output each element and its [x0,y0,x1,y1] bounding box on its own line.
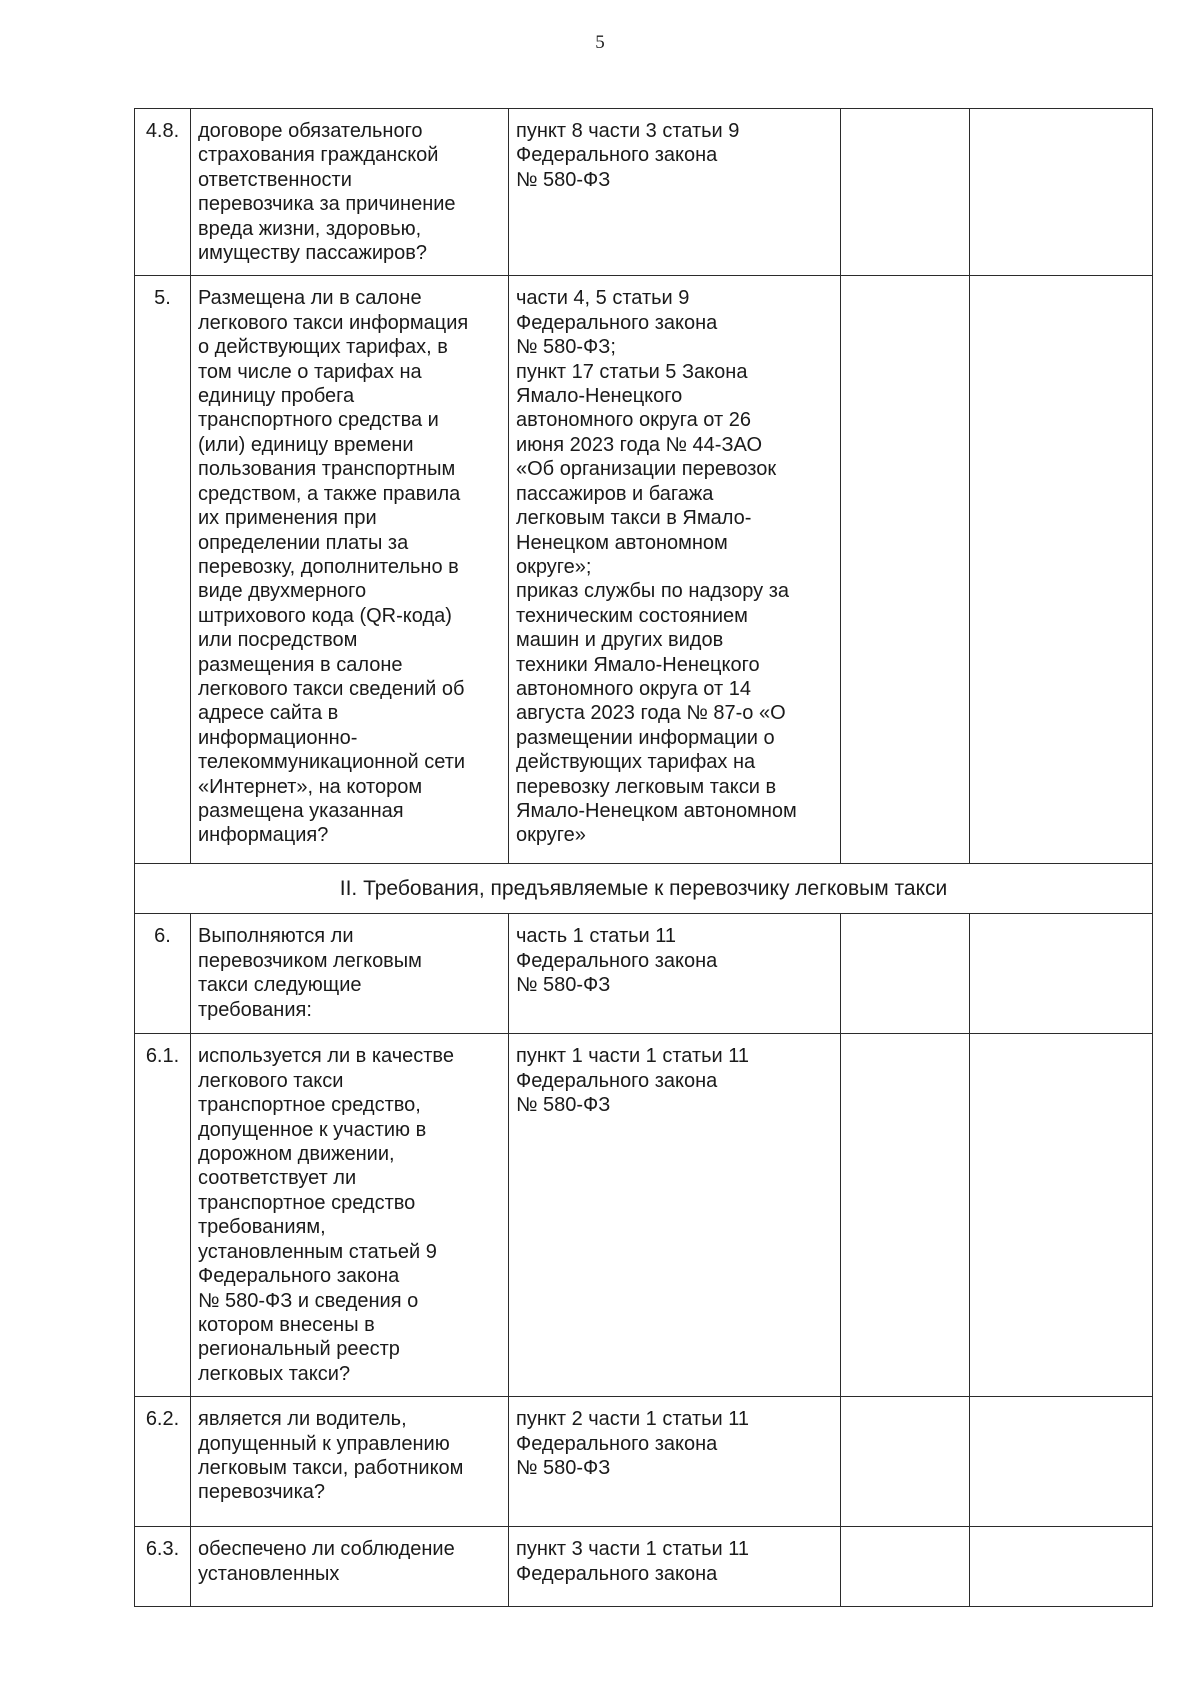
section-row [135,864,1153,914]
table-row-5 [135,276,1153,864]
row-question: договоре обязательного страхования гражданской ответственности перевозчика за причинение вреда жизни, здоровью, имуществу пассажиров? [191,109,509,276]
row-note-cell [970,1397,1153,1527]
row-answer-cell [841,276,970,864]
row-note-cell [970,1034,1153,1397]
row-legal-reference: пункт 2 части 1 статьи 11 Федерального закона № 580-ФЗ [509,1397,841,1527]
row-question: Выполняются ли перевозчиком легковым такси следующие требования: [191,914,509,1034]
table-row-4-8 [135,109,1153,276]
row-note-cell [970,109,1153,276]
row-number: 5. [135,276,191,864]
row-answer-cell [841,1527,970,1607]
row-note-cell [970,1527,1153,1607]
table-row-6 [135,914,1153,1034]
row-legal-reference: пункт 8 части 3 статьи 9 Федерального закона № 580-ФЗ [509,109,841,276]
row-question: Размещена ли в салоне легкового такси информация о действующих тарифах, в том числе о тарифах на единицу пробега транспортного средства и (или) единицу времени пользования транспортным средством, а также правила их применения при определении платы за перевозку, дополнительно в виде двухмерного штрихового кода (QR-кода) или посредством размещения в салоне легкового такси сведений об адресе сайта в информационно- телекоммуникационной сети «Интернет», на котором размещена указанная информация? [191,276,509,864]
row-number: 6. [135,914,191,1034]
table-row-6-1 [135,1034,1153,1397]
page-number: 5 [595,32,605,53]
row-legal-reference: пункт 1 части 1 статьи 11 Федерального закона № 580-ФЗ [509,1034,841,1397]
row-answer-cell [841,109,970,276]
section-title: II. Требования, предъявляемые к перевозчику легковым такси [135,864,1153,914]
checklist-table [134,108,1153,1607]
row-answer-cell [841,914,970,1034]
row-number: 4.8. [135,109,191,276]
row-legal-reference: части 4, 5 статьи 9 Федерального закона № 580-ФЗ; пункт 17 статьи 5 Закона Ямало-Ненецкого автономного округа от 26 июня 2023 года № 44-ЗАО «Об организации перевозок пассажиров и багажа легковым такси в Ямало- Ненецком автономном округе»; приказ службы по надзору за техническим состоянием машин и других видов техники Ямало-Ненецкого автономного округа от 14 августа 2023 года № 87-о «О размещении информации о действующих тарифах на перевозку легковым такси в Ямало-Ненецком автономном округе» [509,276,841,864]
table-row-6-3 [135,1527,1153,1607]
row-note-cell [970,276,1153,864]
row-number: 6.3. [135,1527,191,1607]
row-legal-reference: пункт 3 части 1 статьи 11 Федерального закона [509,1527,841,1607]
row-question: является ли водитель, допущенный к управлению легковым такси, работником перевозчика? [191,1397,509,1527]
row-legal-reference: часть 1 статьи 11 Федерального закона № 580-ФЗ [509,914,841,1034]
row-question: используется ли в качестве легкового такси транспортное средство, допущенное к участию в дорожном движении, соответствует ли транспортное средство требованиям, установленным статьей 9 Федерального закона № 580-ФЗ и сведения о котором внесены в региональный реестр легковых такси? [191,1034,509,1397]
row-note-cell [970,914,1153,1034]
row-number: 6.1. [135,1034,191,1397]
table-row-6-2 [135,1397,1153,1527]
row-number: 6.2. [135,1397,191,1527]
row-answer-cell [841,1034,970,1397]
row-question: обеспечено ли соблюдение установленных [191,1527,509,1607]
row-answer-cell [841,1397,970,1527]
